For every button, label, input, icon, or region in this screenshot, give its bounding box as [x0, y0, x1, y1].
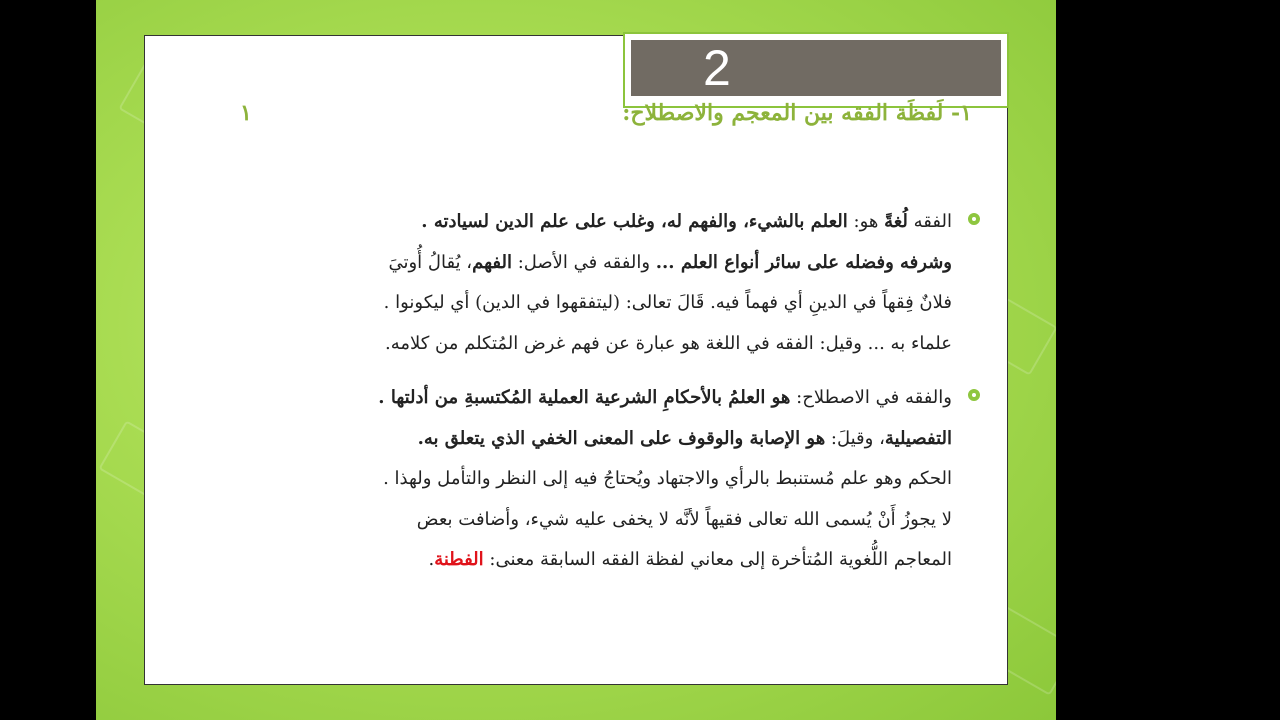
text-segment: الفهم: [472, 251, 512, 273]
text-segment: لا يجوزُ أَنْ يُسمى الله تعالى فقيهاً لأنَّه لا يخفى عليه شيء، وأضافت بعض: [416, 508, 952, 530]
text-segment: والفقه في الأصل:: [511, 251, 656, 273]
text-line: [172, 500, 952, 541]
text-line: [172, 283, 952, 324]
text-line: [172, 324, 952, 365]
bullet-ring-icon: [968, 213, 980, 225]
text-segment: ، وقيلَ:: [825, 427, 885, 449]
text-line: [172, 459, 952, 500]
heading-row: [144, 100, 1008, 140]
text-segment: هو:: [847, 211, 885, 232]
text-segment: لُغةً: [884, 211, 908, 232]
text-segment: المعاجم اللُّغوية المُتأخرة إلى معاني لفظة الفقه السابقة معنى:: [483, 549, 952, 570]
text-segment: والفقه في الاصطلاح:: [790, 387, 952, 408]
text-segment: علماء به ... وقيل: الفقه في اللغة هو عبارة عن فهم غرض المُتكلم من كلامه.: [384, 332, 952, 354]
bullet-point-lexical-definition: [172, 202, 952, 364]
text-segment: فلانٌ فِقهاً في الدينِ أي فهماً فيه. قَالَ تعالى: (ليتفقهوا في الدين) أي ليكونوا .: [383, 292, 952, 313]
text-segment: ، يُقالُ أُوتيَ: [388, 251, 473, 273]
text-segment: هو الإصابة والوقوف على المعنى الخفي الذي يتعلق به.: [417, 427, 826, 449]
text-segment: التفصيلية: [884, 427, 952, 449]
text-segment: .: [428, 549, 435, 570]
text-line: [172, 419, 952, 460]
slide-number: 2: [631, 40, 1001, 96]
slide-heading: ١- لَفظَة الفقه بين المعجم والاصطلاح:: [622, 100, 972, 126]
highlighted-term: الفطنة: [434, 549, 484, 570]
slide-number-box: [623, 32, 1009, 108]
text-segment: الحكم وهو علم مُستنبط بالرأي والاجتهاد ويُحتاجُ فيه إلى النظر والتأمل ولهذا .: [383, 468, 952, 489]
text-line: [172, 202, 952, 243]
text-segment: العلم بالشيء، والفهم له، وغلب على علم الدين لسيادته .: [421, 211, 848, 232]
text-line: [172, 378, 952, 419]
page-mark: ١: [240, 100, 252, 126]
text-line: [172, 540, 952, 581]
text-segment: هو العلمُ بالأحكامِ الشرعية العملية المُكتسبةِ من أدلتها .: [378, 387, 791, 408]
slide: [96, 0, 1056, 720]
text-segment: وشرفه وفضله على سائر أنواع العلم ...: [655, 251, 952, 273]
text-line: [172, 243, 952, 284]
bullet-ring-icon: [968, 389, 980, 401]
bullet-point-technical-definition: [172, 378, 952, 581]
text-segment: الفقه: [907, 211, 952, 232]
